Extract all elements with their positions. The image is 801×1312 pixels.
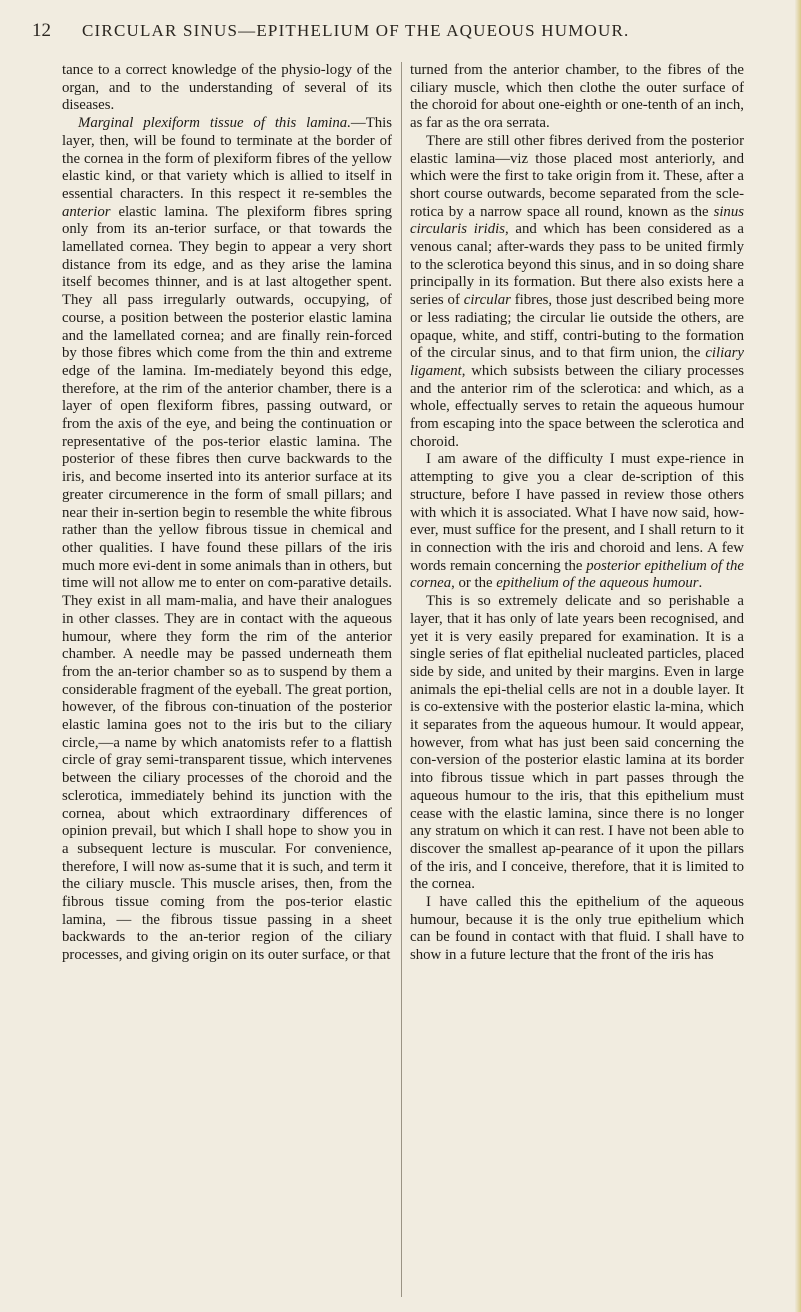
left-column — [62, 62, 392, 1302]
text-run: This layer, then, will be found to terminate at the border of the cornea in the form of plexiform fibres of the yellow elastic kind, or that variety which is allied to itself in essential characters. In this respect it re-sembles the — [62, 115, 392, 202]
page-edge — [795, 0, 801, 1312]
text-run: fibres, those just described being more or less radiating; the circular lie outside the others, are opaque, white, and stiff, contri-buting to the formation of the circular sinus, and to that firm union, the — [410, 292, 744, 362]
column-divider — [401, 62, 402, 1297]
text-run: I am aware of the difficulty I must expe-rience in attempting to give you a clear de-scription of this structure, before I have passed in review those others with which it is associated. What I have now said, how-ever, must suffice for the present, and I shall return to it in connection with the iris and choroid and lens. A few words remain concerning the — [410, 451, 744, 574]
left-paragraph-2 — [62, 115, 392, 965]
text-run: , and which has been considered as a venous canal; after-wards they pass to be united firmly to the sclerotica beyond this sinus, and in so doing share principally in its formation. But there also exists here a series of — [410, 221, 744, 309]
running-title: CIRCULAR SINUS—EPITHELIUM OF THE AQUEOUS HUMOUR. — [82, 21, 630, 40]
text-run: elastic lamina. The plexiform fibres spring only from its an-terior surface, or that towards the lamellated cornea. They begin to appear a very short distance from its edge, and as they arise the lamina itself becomes thinner, and is at last altogether spent. They all pass irregularly outwards, occupying, of course, a position between the posterior elastic lamina and the lamellated cornea; and are finally rein-forced by those fibres which come from the thin and extreme edge of the lamina. Im-mediately beyond this edge, therefore, at the rim of the anterior chamber, there is a layer of open flexiform fibres, passing outward, or from the axis of the eye, and being the continuation or representative of the pos-terior elastic lamina. The posterior of these fibres then curve backwards to the iris, and become inserted into its anterior surface at its greater circumerence in the form of small pillars; and near their in-sertion begin to resemble the white fibrous rather than the yellow fibrous tissue in chemical and other qualities. I have found these pillars of the iris much more evi-dent in some animals than in others, but time will not allow me to enter on com-parative details. They exist in all mam-malia, and have their analogues in other classes. They are in contact with the aqueous humour, where they form the rim of the anterior chamber. A needle may be passed underneath them from the an-terior chamber so as to suspend by them a considerable fragment of the eyeball. The great portion, however, of the fibrous con-tinuation of the posterior elastic lamina goes not to the iris but to the ciliary circle,—a name by which anatomists refer to a flattish circle of gray semi-transparent tissue, which intervenes between the ciliary processes of the choroid and the sclerotica, immediately behind its junction with the cornea, about which extraordinary differences of opinion prevail, but which I shall hope to show you in a subsequent lecture is muscular. For convenience, therefore, I will now as-sume that it is such, and term it the ciliary muscle. This muscle arises, then, from the fibrous tissue coming from the pos-terior elastic lamina, — the fibrous tissue passing in a sheet backwards to the an-terior region of the ciliary processes, and giving origin on its outer surface, or that — [62, 203, 392, 964]
running-head — [32, 20, 792, 42]
italic-term: posterior epithelium of the cornea — [410, 557, 744, 592]
right-column — [410, 62, 744, 1302]
section-sidehead: Marginal plexiform tissue of this lamina. — [78, 115, 351, 132]
right-paragraph-5: I have called this the epithelium of the aqueous humour, because it is the only true epithelium which can be found in contact with that fluid. I shall have to show in a future lecture that the front of the iris has — [410, 894, 744, 964]
left-paragraph-1: tance to a correct knowledge of the physio-logy of the organ, and to the understanding of several of its diseases. — [62, 62, 392, 114]
italic-term: circular — [463, 292, 511, 309]
italic-term: epithelium of the aqueous humour — [496, 575, 699, 592]
page-number: 12 — [32, 20, 51, 41]
right-paragraph-4: This is so extremely delicate and so perishable a layer, that it has only of late years been recognised, and yet it is very easily prepared for examination. It is a single series of flat epithelial nucleated particles, placed side by side, and united by their margins. Even in large animals the epi-thelial cells are not in a double layer. It is co-extensive with the posterior elastic la-mina, which it separates from the aqueous humour. It would appear, however, from what has just been said concerning the con-version of the posterior elastic lamina at its border into fibrous tissue which in part passes through the aqueous humour to the iris, that this epithelium must cease with the elastic lamina, since there is no longer any stratum on which it can rest. I have not been able to discover the smallest ap-pearance of it upon the pillars of the iris, and I conceive, therefore, that it is limited to the cornea. — [410, 593, 744, 893]
right-paragraph-3 — [410, 451, 744, 593]
right-paragraph-2 — [410, 133, 744, 452]
sidehead-dash: — — [350, 115, 366, 132]
text-run: . — [698, 575, 703, 592]
italic-term: sinus circularis iridis — [410, 203, 744, 238]
text-run: There are still other fibres derived from the posterior elastic lamina—viz those placed most anteriorly, and which were the first to take origin from it. These, after a short course outwards, become separated from the scle-rotica by a narrow space all round, known as the — [410, 132, 744, 220]
text-run: , which subsists between the ciliary processes and the anterior rim of the sclerotica: and which, as a whole, effectually serves to retain the aqueous humour from escaping into the space between the sclerotica and choroid. — [410, 362, 744, 450]
right-paragraph-1: turned from the anterior chamber, to the fibres of the ciliary muscle, which then clothe the outer surface of the choroid for about one-eighth or one-tenth of an inch, as far as the ora serrata. — [410, 62, 744, 132]
text-run: , or the — [451, 575, 497, 592]
italic-term: anterior — [62, 203, 111, 220]
italic-term: ciliary ligament — [410, 345, 744, 379]
